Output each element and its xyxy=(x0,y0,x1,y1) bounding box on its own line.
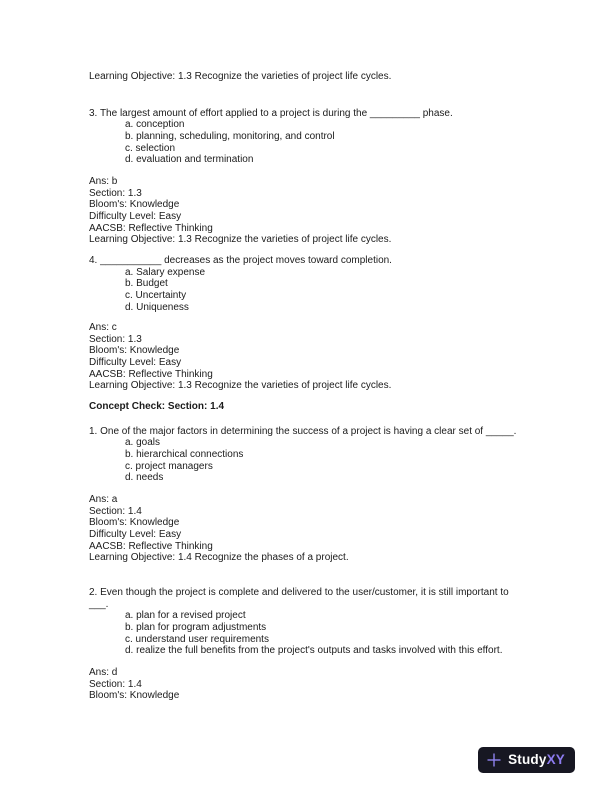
question-3-options xyxy=(125,119,549,166)
question-1-options xyxy=(125,437,549,484)
question-2-option-d: d. realize the full benefits from the project's outputs and tasks involved with this effort. xyxy=(125,645,503,657)
question-3-option-c: c. selection xyxy=(125,142,176,154)
section-line: Section: 1.3 xyxy=(89,187,142,199)
question-4 xyxy=(89,255,549,313)
section-line: Section: 1.3 xyxy=(89,333,142,345)
objective-line: Learning Objective: 1.3 Recognize the varieties of project life cycles. xyxy=(89,234,392,246)
question-4-option-b: b. Budget xyxy=(125,278,168,290)
question-2-option-c: c. understand user requirements xyxy=(125,633,269,645)
question-1-text: 1. One of the major factors in determining the success of a project is having a clear set of _____. xyxy=(89,425,517,437)
answer-meta-q4 xyxy=(89,322,549,392)
question-3-option-a: a. conception xyxy=(125,119,185,131)
question-3-option-b: b. planning, scheduling, monitoring, and control xyxy=(125,130,335,142)
objective-line: Learning Objective: 1.3 Recognize the varieties of project life cycles. xyxy=(89,380,392,392)
answer-meta-q2-partial xyxy=(89,667,549,702)
question-2-option-a: a. plan for a revised project xyxy=(125,610,246,622)
question-1-option-d: d. needs xyxy=(125,472,164,484)
aacsb-line: AACSB: Reflective Thinking xyxy=(89,368,213,380)
logo-text xyxy=(508,753,565,767)
answer-line: Ans: a xyxy=(89,494,118,506)
question-3-text: 3. The largest amount of effort applied to a project is during the _________ phase. xyxy=(89,107,453,119)
question-4-options xyxy=(125,267,549,314)
question-1-option-b: b. hierarchical connections xyxy=(125,449,244,461)
section-line: Section: 1.4 xyxy=(89,678,142,690)
question-2-text: 2. Even though the project is complete and delivered to the user/customer, it is still important to xyxy=(89,586,509,598)
question-3 xyxy=(89,108,549,166)
answer-line: Ans: b xyxy=(89,175,118,187)
studyxy-logo xyxy=(478,747,575,773)
question-1 xyxy=(89,426,549,484)
question-2-options xyxy=(125,610,549,657)
learning-objective-intro: Learning Objective: 1.3 Recognize the varieties of project life cycles. xyxy=(89,71,392,82)
question-2-text-continued: ___. xyxy=(89,598,109,610)
question-4-option-d: d. Uniqueness xyxy=(125,301,189,313)
concept-check-heading: Concept Check: Section: 1.4 xyxy=(89,401,225,413)
aacsb-line: AACSB: Reflective Thinking xyxy=(89,222,213,234)
blooms-line: Bloom's: Knowledge xyxy=(89,199,180,211)
question-4-text: 4. ___________ decreases as the project moves toward completion. xyxy=(89,254,392,266)
question-1-option-a: a. goals xyxy=(125,437,161,449)
question-2 xyxy=(89,587,549,657)
objective-line: Learning Objective: 1.4 Recognize the phases of a project. xyxy=(89,552,349,564)
blooms-line: Bloom's: Knowledge xyxy=(89,690,180,702)
blooms-line: Bloom's: Knowledge xyxy=(89,517,180,529)
document-content xyxy=(89,71,549,702)
answer-meta-q1 xyxy=(89,494,549,564)
section-line: Section: 1.4 xyxy=(89,505,142,517)
answer-line: Ans: c xyxy=(89,322,117,334)
logo-text-accent: XY xyxy=(546,752,565,768)
aacsb-line: AACSB: Reflective Thinking xyxy=(89,540,213,552)
difficulty-line: Difficulty Level: Easy xyxy=(89,210,182,222)
answer-meta-q3 xyxy=(89,176,549,246)
plus-icon xyxy=(487,753,501,767)
question-4-option-a: a. Salary expense xyxy=(125,266,206,278)
difficulty-line: Difficulty Level: Easy xyxy=(89,357,182,369)
question-3-option-d: d. evaluation and termination xyxy=(125,154,254,166)
question-2-option-b: b. plan for program adjustments xyxy=(125,621,267,633)
answer-line: Ans: d xyxy=(89,666,118,678)
blooms-line: Bloom's: Knowledge xyxy=(89,345,180,357)
difficulty-line: Difficulty Level: Easy xyxy=(89,529,182,540)
question-4-option-c: c. Uncertainty xyxy=(125,289,187,301)
question-1-option-c: c. project managers xyxy=(125,460,213,472)
logo-text-primary: Study xyxy=(508,752,547,768)
